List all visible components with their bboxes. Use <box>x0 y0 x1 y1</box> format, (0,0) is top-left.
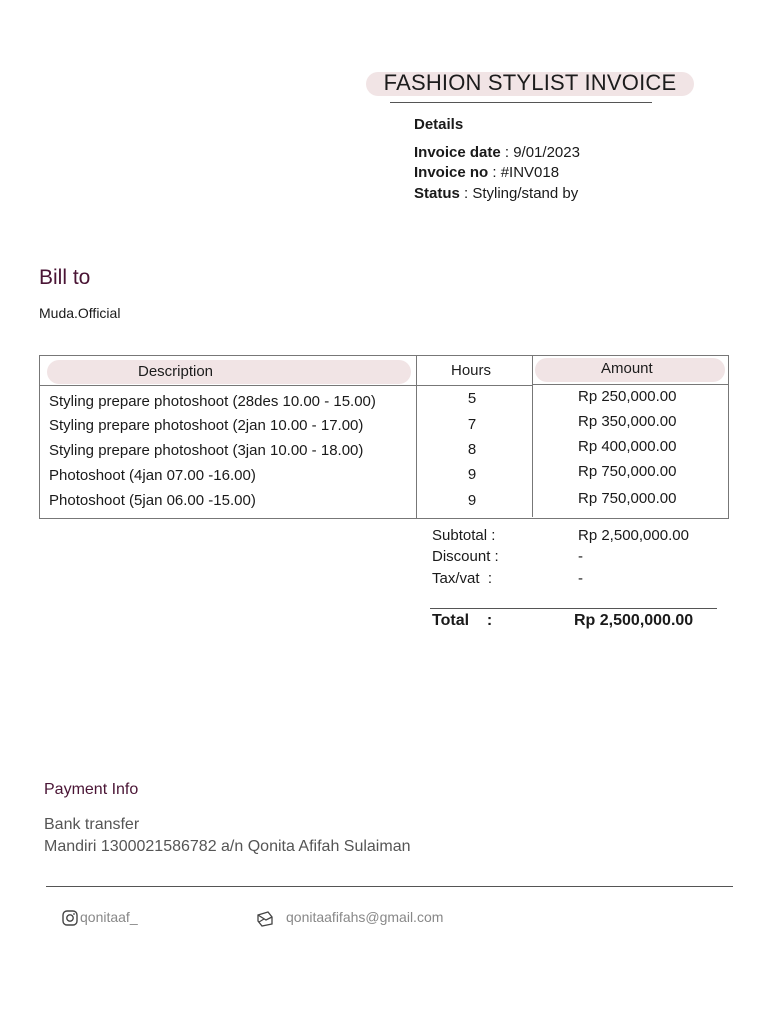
payment-method: Bank transfer <box>44 816 140 833</box>
row-amount: Rp 750,000.00 <box>578 463 677 480</box>
row-description: Photoshoot (4jan 07.00 -16.00) <box>49 467 256 484</box>
invoice-no-row <box>414 164 559 181</box>
email-icon <box>256 910 274 928</box>
email-address[interactable]: qonitaafifahs@gmail.com <box>286 909 444 925</box>
row-description: Styling prepare photoshoot (28des 10.00 - 15.00) <box>49 393 376 410</box>
discount-value: - <box>578 548 583 565</box>
invoice-no-value: : #INV018 <box>488 164 560 181</box>
total-value: Rp 2,500,000.00 <box>574 612 694 629</box>
status-value: : Styling/stand by <box>459 185 579 202</box>
row-hours: 8 <box>467 441 477 458</box>
column-header-amount: Amount <box>601 360 653 377</box>
row-description: Photoshoot (5jan 06.00 -15.00) <box>49 492 256 509</box>
bill-to-name: Muda.Official <box>39 305 121 321</box>
instagram-icon <box>62 910 78 926</box>
tax-value: - <box>578 570 583 587</box>
payment-info-heading: Payment Info <box>44 781 139 798</box>
discount-label: Discount : <box>432 548 499 565</box>
row-hours: 9 <box>467 492 477 509</box>
bill-to-heading: Bill to <box>39 266 91 289</box>
row-amount: Rp 750,000.00 <box>578 490 677 507</box>
invoice-date-label: Invoice date <box>414 144 501 161</box>
row-hours: 9 <box>467 466 477 483</box>
title-underline <box>390 102 652 103</box>
invoice-date-row <box>414 144 580 161</box>
status-label: Status <box>414 185 460 202</box>
row-amount: Rp 350,000.00 <box>578 413 677 430</box>
table-header-divider <box>416 385 532 386</box>
row-amount: Rp 250,000.00 <box>578 388 677 405</box>
subtotal-value: Rp 2,500,000.00 <box>578 527 689 544</box>
invoice-no-label: Invoice no <box>414 164 489 181</box>
total-divider <box>430 608 717 609</box>
table-divider <box>532 355 533 517</box>
row-hours: 5 <box>467 390 477 407</box>
table-header-divider <box>40 385 416 386</box>
footer-divider <box>46 886 733 887</box>
tax-label: Tax/vat : <box>432 570 493 587</box>
table-header-divider <box>532 384 728 385</box>
status-row <box>414 185 578 202</box>
row-description: Styling prepare photoshoot (2jan 10.00 - 17.00) <box>49 417 364 434</box>
invoice-date-value: : 9/01/2023 <box>500 144 580 161</box>
row-description: Styling prepare photoshoot (3jan 10.00 - 18.00) <box>49 442 364 459</box>
row-hours: 7 <box>467 416 477 433</box>
invoice-title: FASHION STYLIST INVOICE <box>383 70 677 95</box>
subtotal-label: Subtotal : <box>432 527 496 544</box>
details-heading: Details <box>414 116 464 133</box>
column-header-hours: Hours <box>451 362 492 379</box>
row-amount: Rp 400,000.00 <box>578 438 677 455</box>
total-label: Total : <box>432 612 493 629</box>
instagram-handle[interactable]: qonitaaf_ <box>80 909 138 925</box>
column-header-description: Description <box>138 363 214 380</box>
payment-account: Mandiri 1300021586782 a/n Qonita Afifah Sulaiman <box>44 838 411 855</box>
